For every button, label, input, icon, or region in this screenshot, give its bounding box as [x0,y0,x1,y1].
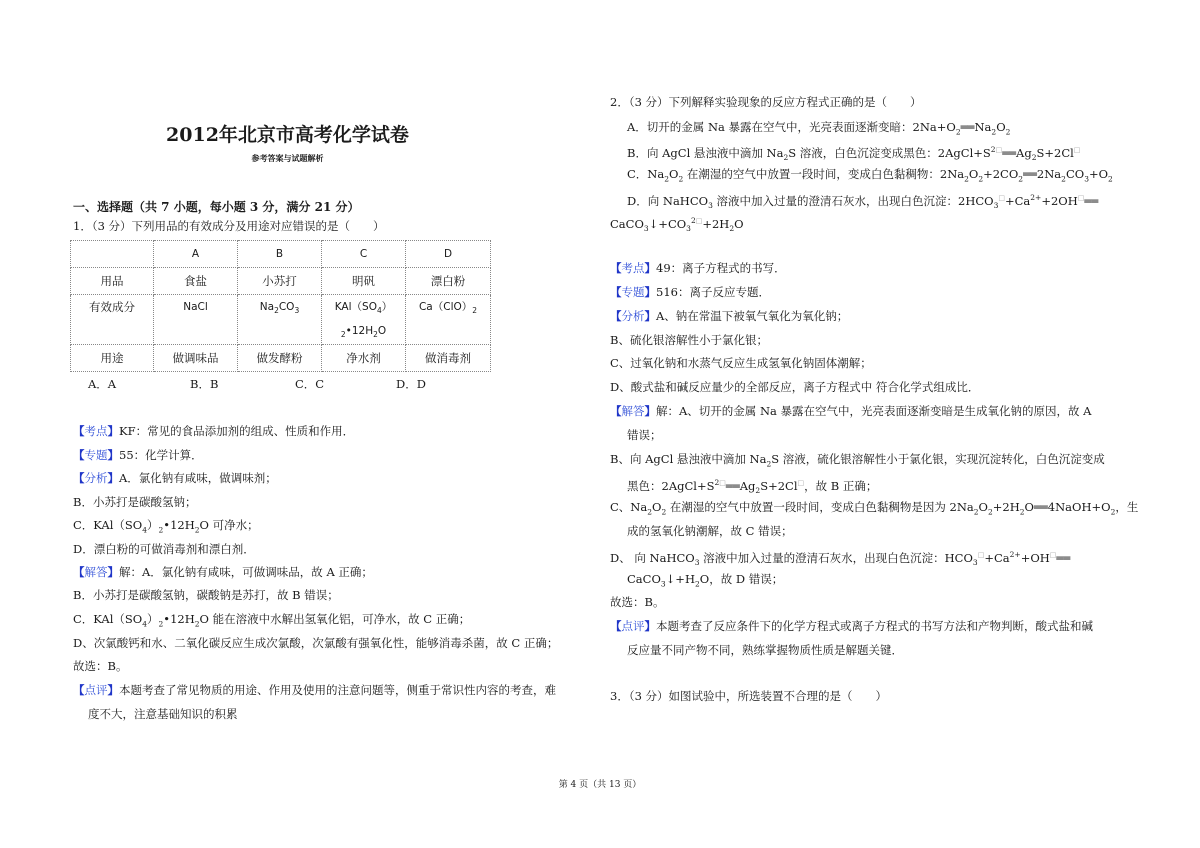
text-part: 黑色：2AgCl+S [627,478,715,493]
subscript: 2 [373,330,378,340]
jieda-text: 解：A．氯化钠有咸味，可做调味品，故 A 正确； [119,565,373,579]
jieda-text: 解：A、切开的金属 Na 暴露在空气中，光亮表面逐渐变暗是生成氧化钠的原因，故 A [656,404,1092,418]
text-part: 在潮湿的空气中放置一段时间，变成白色黏稠物：2Na [683,167,965,181]
subscript: 3 [660,579,666,589]
formula-part: KAl（SO [334,301,377,313]
text-part: ══Ag [725,478,756,493]
subscript: 2 [194,525,200,535]
subscript: 2 [664,174,669,184]
subscript: 4 [142,619,147,629]
subscript: 2 [158,525,164,535]
q3-stem: 3．（3 分）如图试验中，所选装置不合理的是（ ） [610,689,888,703]
missing-glyph: □ [998,194,1005,202]
text-part: ↓+CO [648,216,687,231]
table-header-cell: C [322,241,406,268]
text-part: +OH [1020,550,1050,565]
table-cell: 明矾 [322,268,406,295]
text-part: S 溶液，白色沉淀变成黑色：2AgCl+S [788,145,991,160]
tag-fenxi: 【分析】 [610,309,656,323]
text-part: ══Na [960,120,992,134]
q2-jieda-choice: 故选：B。 [610,595,665,609]
fenxi-text: A、钠在常温下被氧气氧化为氧化钠； [656,309,849,323]
text-part: O [978,500,988,514]
formula-part: Na [259,301,275,313]
text-part: 在潮湿的空气中放置一段时间，变成白色黏稠物是因为 2Na [666,500,974,514]
subscript: 2 [973,507,979,517]
q2-jieda [610,403,1092,419]
text-part: O [996,120,1006,134]
text-part: •12H [163,518,195,532]
q2-dianping [610,618,1093,634]
q1-jieda-d: D、次氯酸钙和水、二氧化碳反应生成次氯酸，次氯酸有强氧化性，能够消毒杀菌，故 C 正确； [73,636,559,650]
missing-glyph: □ [1077,194,1085,202]
subscript: 2 [678,174,684,184]
document-title: 2012年北京市高考化学试卷 [166,124,409,146]
text-part: O，故 D 错误； [699,572,784,586]
subscript: 4 [376,306,382,316]
q1-fenxi-c [73,517,259,533]
subscript: 2 [1018,174,1024,184]
superscript: 2 [990,145,996,154]
subscript: 2 [783,153,789,163]
q2-jieda-c1 [610,499,1138,515]
subscript: 4 [142,525,147,535]
text-part: ══Ag [1002,145,1032,160]
q1-jieda-c [73,611,470,627]
text-part: O══4NaOH+O [1024,500,1111,514]
table-cell: 食盐 [154,268,238,295]
superscript: 2+ [1030,193,1042,202]
table-header-cell: A [154,241,238,268]
text-part: O [652,500,662,514]
tag-fenxi: 【分析】 [73,471,119,485]
q2-jieda-c2: 成的氢氧化钠潮解，故 C 错误； [627,524,793,538]
text-part: ） [147,518,159,532]
text-part: S 溶液，硫化银溶解性小于氯化银，实现沉淀转化，白色沉淀变成 [771,452,1105,466]
subscript: 2 [1108,174,1113,184]
text-part: O 能在溶液中水解出氢氧化铝，可净水，故 C 正确； [199,612,471,626]
subscript: 2 [1031,153,1037,163]
table-row [71,295,491,345]
tag-label: 考点 [84,424,108,438]
zhuanti-text: 55：化学计算． [119,448,203,462]
table-cell: 小苏打 [238,268,322,295]
subscript: 3 [1084,174,1089,184]
subscript: 3 [993,201,999,211]
page-number: 第 4 页（共 13 页） [558,780,642,790]
table-cell: 漂白粉 [406,268,491,295]
table-cell: 做发酵粉 [238,345,322,372]
tag-label: 专题 [621,285,645,299]
subscript: 2 [1005,127,1011,137]
missing-glyph: □ [1049,551,1057,559]
text-part: ） [147,612,159,626]
subscript: 3 [686,224,691,234]
table-header-cell: B [238,241,322,268]
table-header-cell: D [406,241,491,268]
subscript: 2 [987,507,993,517]
text-part: S+2Cl [760,478,798,493]
table-header-cell [71,241,154,268]
q1-kaodian [73,423,354,439]
text-part: ══2Na [1023,167,1062,181]
formula-part: Ca（ClO） [418,301,473,313]
subscript: 3 [694,558,700,568]
missing-glyph: □ [719,479,726,487]
q1-fenxi-d: D．漂白粉的可做消毒剂和漂白剂． [73,542,255,556]
tag-label: 专题 [84,448,108,462]
text-part: 溶液中加入过量的澄清石灰水，出现白色沉淀：HCO [699,550,973,565]
text-part: O [968,167,979,181]
q1-dianping-line2: 度不大，注意基础知识的积累 [88,707,238,721]
q2-option-d [627,190,1098,209]
text-part: B．向 AgCl 悬浊液中滴加 Na [627,145,784,160]
table-header-row [71,241,491,268]
subscript: 2 [1110,507,1116,517]
missing-glyph: □ [695,217,703,225]
q2-kaodian [610,260,786,276]
q2-fenxi-b: B、硫化银溶解性小于氯化银； [610,333,768,347]
subscript: 2 [729,224,735,234]
subscript: 2 [755,486,761,496]
subscript: 3 [294,306,300,316]
q1-fenxi-b: B．小苏打是碳酸氢钠； [73,495,197,509]
q2-option-c [627,166,1113,182]
kaodian-text: KF：常见的食品添加剂的组成、性质和作用． [119,424,355,438]
text-part: CO [1065,167,1085,181]
dianping-text: 本题考查了反应条件下的化学方程式或离子方程式的书写方法和产物判断，酸式盐和碱 [656,619,1093,633]
subscript: 2 [340,330,346,340]
q2-zhuanti [610,284,770,300]
text-part: C、Na [610,500,648,514]
tag-dianping: 【点评】 [610,619,656,633]
q2-dianping-line2: 反应量不同产物不同，熟练掌握物质性质是解题关键． [627,643,903,657]
document-subtitle: 参考答案与试题解析 [251,153,324,163]
tag-jieda: 【解答】 [610,404,656,418]
option-b: B．B [190,377,219,391]
superscript: 2 [690,216,696,225]
text-part: ══ [1056,550,1071,565]
text-part: D．向 NaHCO [627,193,709,208]
text-part: +2H [992,500,1020,514]
tag-zhuanti: 【专题】 [73,448,119,462]
q2-fenxi-d: D、酸式盐和碱反应量少的全部反应，离子方程式中 符合化学式组成比． [610,380,980,394]
q2-jieda-a2: 错误； [627,428,662,442]
subscript: 3 [643,224,649,234]
formula-part: •12H [345,325,374,337]
table-cell: 净水剂 [322,345,406,372]
subscript: 2 [978,174,984,184]
q1-zhuanti [73,447,203,463]
tag-label: 分析 [621,309,645,323]
subscript: 2 [694,579,700,589]
q2-stem: 2．（3 分）下列解释实验现象的反应方程式正确的是（ ） [610,95,922,109]
subscript: 2 [991,127,997,137]
formula-part: ） [381,301,393,313]
superscript: 2 [714,478,720,487]
option-d: D．D [396,377,426,391]
text-part: +Ca [1004,193,1031,208]
missing-glyph: □ [797,479,805,487]
table-cell: NaCl [154,295,238,345]
subscript: 2 [647,507,652,517]
text-part: D、 向 NaHCO [610,550,695,565]
q2-option-a [627,119,1010,135]
fenxi-text: A．氯化钠有咸味，做调味剂； [119,471,277,485]
text-part: +2H [702,216,730,231]
q2-jieda-b2 [627,475,877,494]
text-part: +O [1088,167,1109,181]
table-cell [322,295,406,345]
q1-table [70,240,491,372]
q2-jieda-d2 [627,571,783,587]
table-cell: 用品 [71,268,154,295]
formula-part: O [377,325,387,337]
table-cell: 用途 [71,345,154,372]
formula-part: CO [278,301,295,313]
text-part: O 可净水； [199,518,259,532]
table-cell: 做调味品 [154,345,238,372]
tag-kaodian: 【考点】 [73,424,119,438]
text-part: +Ca [984,550,1010,565]
tag-label: 解答 [621,404,645,418]
q2-jieda-b1 [610,451,1105,467]
text-part: ，故 B 正确； [804,478,878,493]
tag-label: 点评 [84,683,108,697]
subscript: 2 [1061,174,1066,184]
subscript: 3 [972,558,978,568]
table-row [71,268,491,295]
q2-option-d-line2 [610,213,744,232]
tag-zhuanti: 【专题】 [610,285,656,299]
table-cell: 做消毒剂 [406,345,491,372]
tag-label: 分析 [84,471,108,485]
option-c: C．C [295,377,325,391]
missing-glyph: □ [977,551,985,559]
subscript: 2 [194,619,200,629]
q1-jieda [73,564,373,580]
text-part: O [669,167,679,181]
text-part: A．切开的金属 Na 暴露在空气中，光亮表面逐渐变暗：2Na+O [627,120,956,134]
table-cell [238,295,322,345]
section-heading: 一、选择题（共 7 小题，每小题 3 分，满分 21 分） [73,200,360,214]
q2-fenxi-c: C、过氧化钠和水蒸气反应生成氢氧化钠固体潮解； [610,356,872,370]
text-part: CaCO [627,572,661,586]
subscript: 2 [964,174,969,184]
zhuanti-text: 516：离子反应专题． [656,285,770,299]
text-part: C．KAl（SO [73,612,143,626]
q1-stem: 1．（3 分）下列用品的有效成分及用途对应错误的是（ ） [73,219,385,233]
text-part: CaCO [610,216,644,231]
text-part: +2OH [1041,193,1078,208]
tag-dianping: 【点评】 [73,683,119,697]
subscript: 2 [766,459,772,469]
subscript: 3 [708,201,713,211]
q2-option-b [627,142,1080,161]
text-part: B、向 AgCl 悬浊液中滴加 Na [610,452,767,466]
superscript: 2+ [1009,550,1021,559]
tag-label: 解答 [84,565,108,579]
text-part: 溶液中加入过量的澄清石灰水，出现白色沉淀：2HCO [712,193,994,208]
tag-kaodian: 【考点】 [610,261,656,275]
q1-fenxi [73,470,277,486]
text-part: C．Na [627,167,665,181]
text-part: ↓+H [665,572,695,586]
q2-fenxi [610,308,848,324]
subscript: 2 [955,127,961,137]
q2-jieda-d1 [610,547,1070,566]
tag-jieda: 【解答】 [73,565,119,579]
tag-label: 点评 [621,619,645,633]
subscript: 2 [274,306,279,316]
subscript: 2 [472,306,478,316]
subscript: 2 [158,619,164,629]
text-part: ══ [1084,193,1099,208]
option-a: A．A [88,377,117,391]
q1-dianping [73,682,556,698]
tag-label: 考点 [621,261,645,275]
text-part: •12H [163,612,195,626]
missing-glyph: □ [1073,146,1081,154]
kaodian-text: 49：离子方程式的书写． [656,261,786,275]
missing-glyph: □ [995,146,1003,154]
q1-jieda-choice: 故选：B。 [73,659,128,673]
subscript: 2 [661,507,667,517]
q1-jieda-b: B．小苏打是碳酸氢钠，碳酸钠是苏打，故 B 错误； [73,588,339,602]
table-cell: 有效成分 [71,295,154,345]
table-cell [406,295,491,345]
text-part: +2CO [983,167,1019,181]
text-part: S+2Cl [1036,145,1074,160]
table-row [71,345,491,372]
text-part: C．KAl（SO [73,518,143,532]
dianping-text: 本题考查了常见物质的用途、作用及使用的注意问题等，侧重于常识性内容的考查，难 [119,683,556,697]
text-part: ，生 [1115,500,1139,514]
subscript: 2 [1019,507,1025,517]
text-part: O [734,216,744,231]
